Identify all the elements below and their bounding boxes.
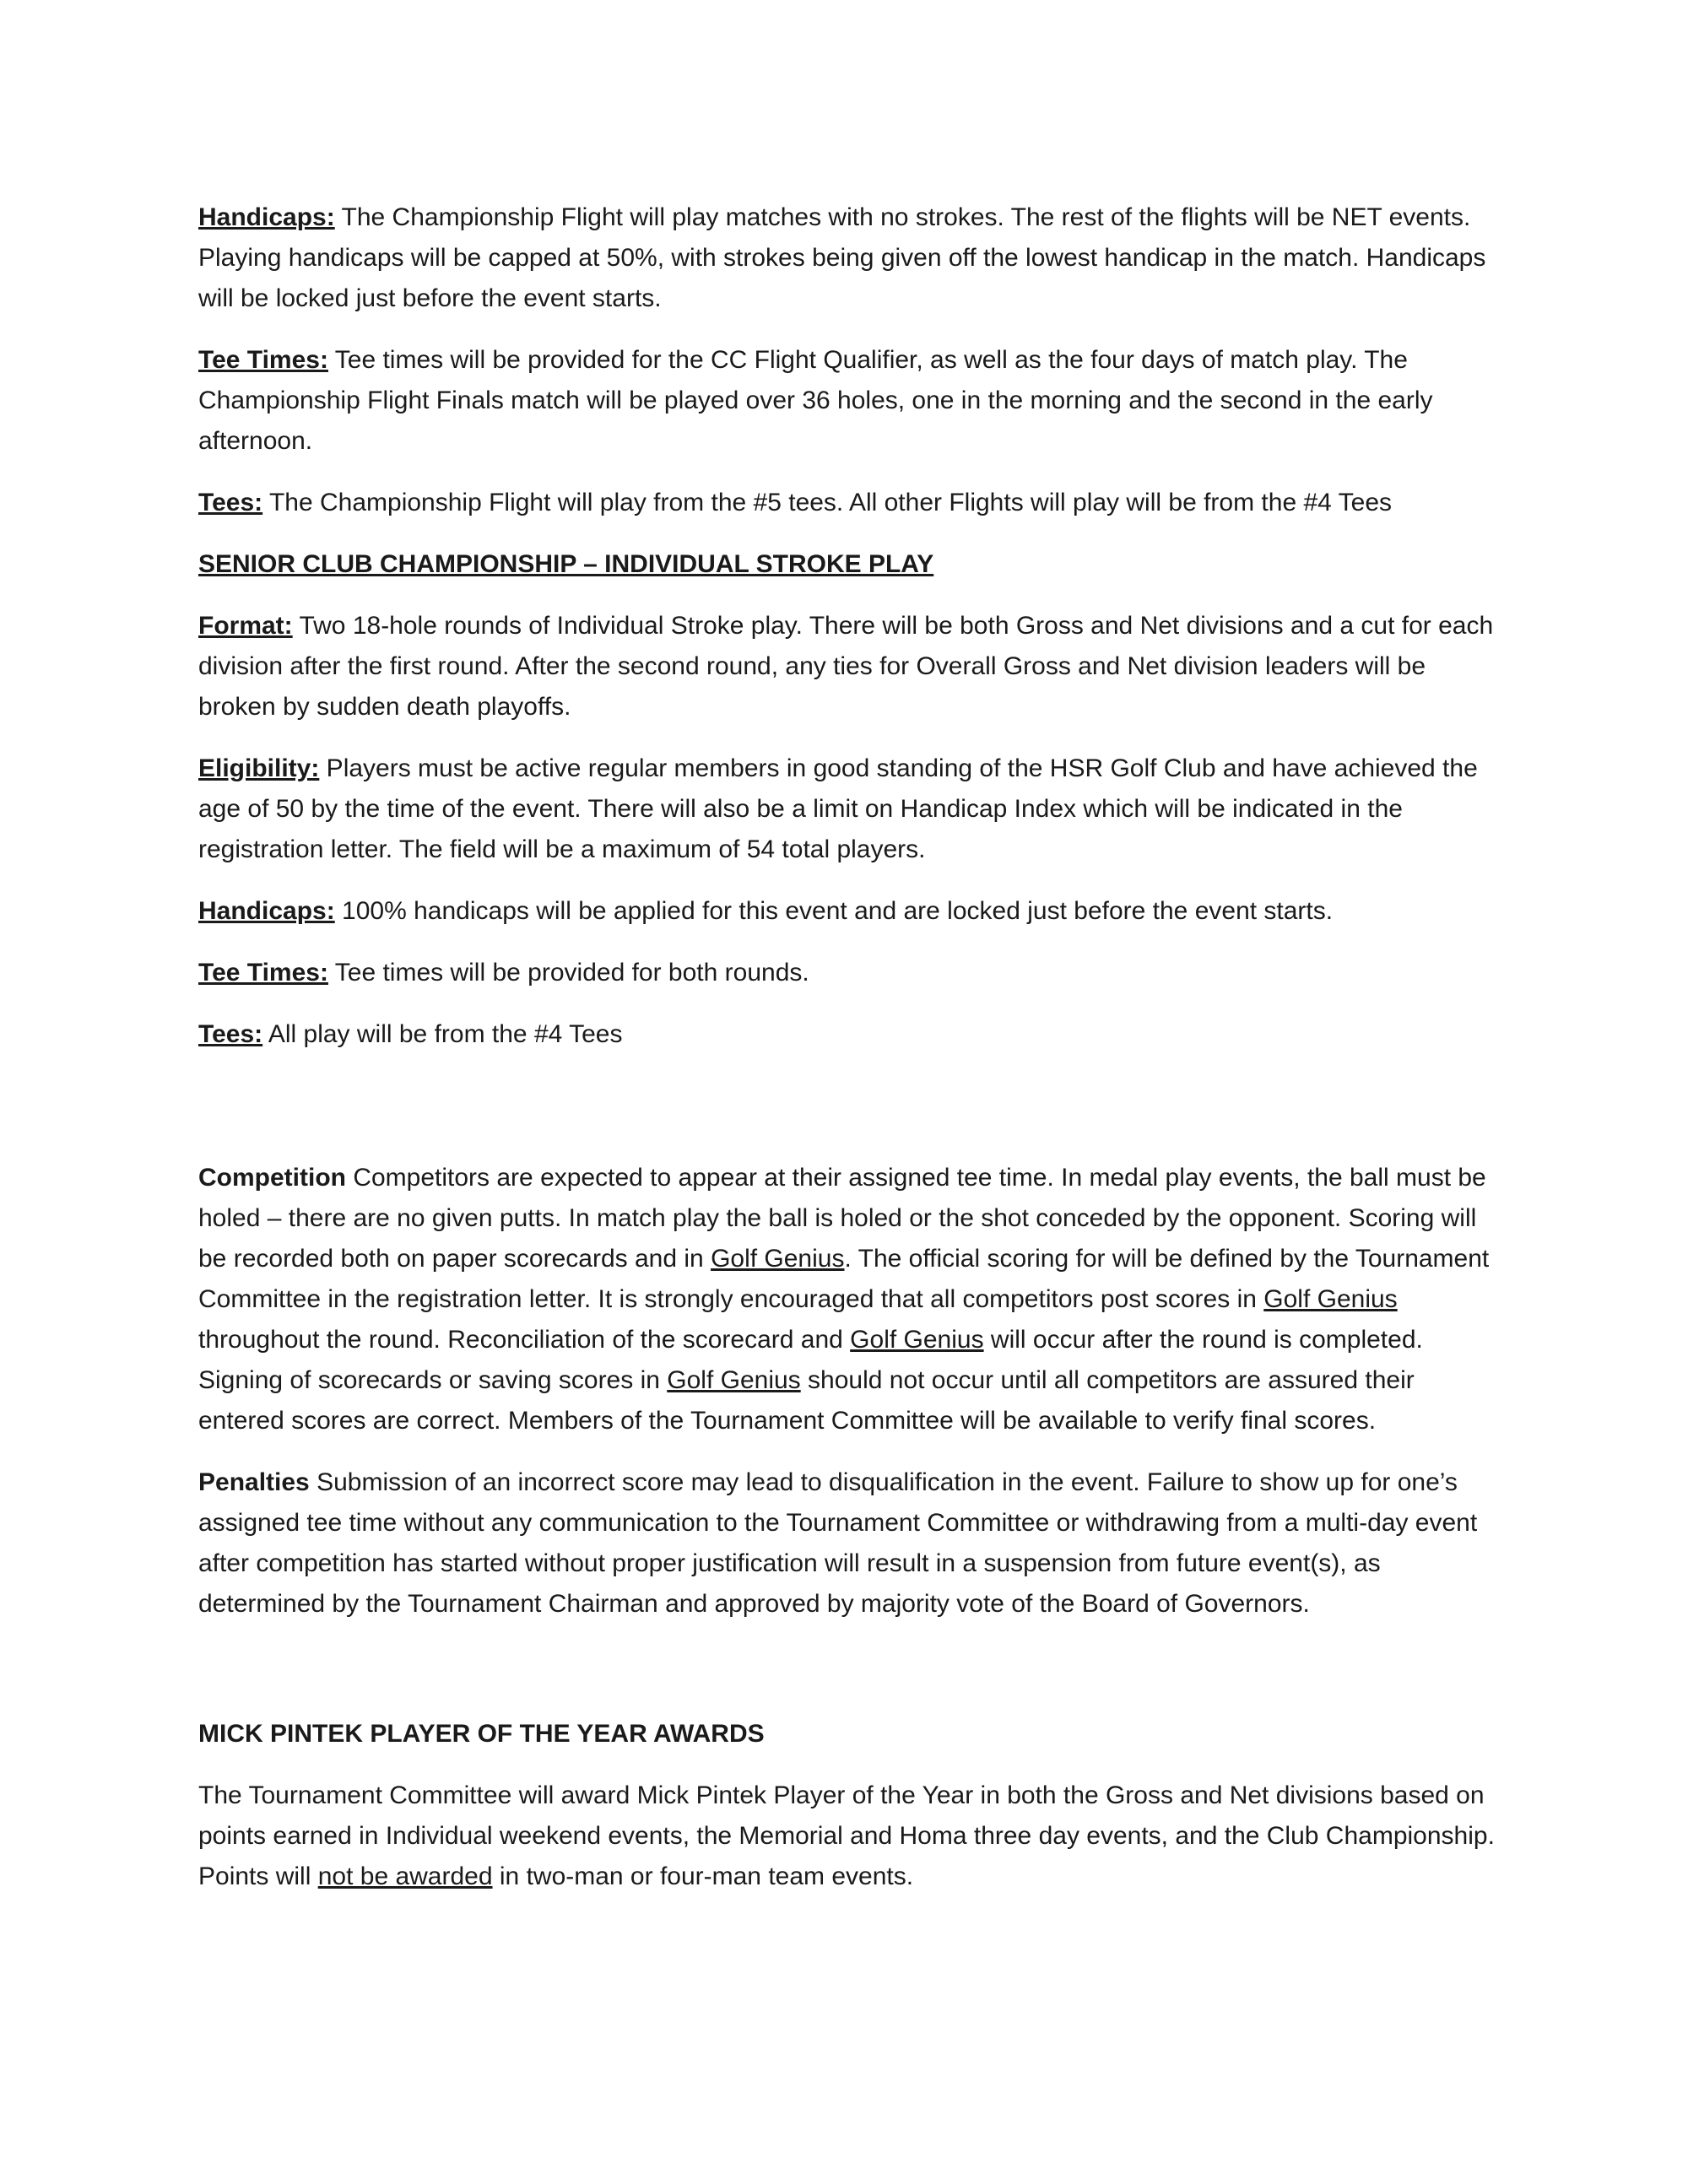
- senior-tees-paragraph: [198, 1014, 1502, 1055]
- competition-text-4: will occur after the round is completed. Signing of scorecards or saving scores in: [198, 1326, 1423, 1394]
- match-tees-paragraph: [198, 483, 1502, 523]
- competition-label: Competition: [198, 1164, 346, 1192]
- match-handicaps-label: Handicaps:: [198, 203, 335, 231]
- match-handicaps-text: The Championship Flight will play matches with no strokes. The rest of the flights will be NET events. Playing handicaps will be capped at 50%, with strokes being given off the lowest handicap in the match. Handicaps will be locked just before the event starts.: [198, 203, 1486, 312]
- player-of-year-text-2: in two-man or four-man team events.: [492, 1862, 914, 1890]
- document-page: [198, 197, 1502, 1897]
- senior-tees-label: Tees:: [198, 1020, 263, 1048]
- competition-text-3: throughout the round. Reconciliation of the scorecard and: [198, 1326, 851, 1354]
- senior-tee-times-text: Tee times will be provided for both rounds.: [327, 959, 809, 987]
- senior-tee-times-label: Tee Times:: [198, 959, 328, 987]
- match-tees-text: The Championship Flight will play from the #5 tees. All other Flights will play will be from the #4 Tees: [262, 489, 1392, 516]
- player-of-year-heading: MICK PINTEK PLAYER OF THE YEAR AWARDS: [198, 1720, 765, 1748]
- match-handicaps-paragraph: [198, 197, 1502, 319]
- senior-format-paragraph: [198, 606, 1502, 727]
- senior-championship-heading: SENIOR CLUB CHAMPIONSHIP – INDIVIDUAL STROKE PLAY: [198, 550, 934, 578]
- senior-tee-times-paragraph: [198, 953, 1502, 993]
- not-awarded-emphasis: not be awarded: [317, 1862, 493, 1890]
- penalties-paragraph: [198, 1462, 1502, 1624]
- golf-genius-link[interactable]: Golf Genius: [667, 1366, 801, 1394]
- competition-text-2: . The official scoring for will be defined by the Tournament Committee in the registration letter. It is strongly encouraged that all competitors post scores in: [198, 1245, 1490, 1313]
- senior-handicaps-text: 100% handicaps will be applied for this event and are locked just before the event starts.: [334, 897, 1334, 925]
- match-tees-label: Tees:: [198, 489, 263, 516]
- match-tee-times-text: Tee times will be provided for the CC Flight Qualifier, as well as the four days of match play. The Championship Flight Finals match will be played over 36 holes, one in the morning and the second in the early afternoon.: [198, 346, 1433, 455]
- penalties-label: Penalties: [198, 1468, 310, 1496]
- player-of-year-paragraph: [198, 1776, 1502, 1897]
- senior-eligibility-paragraph: [198, 749, 1502, 870]
- player-of-year-text-1: The Tournament Committee will award Mick Pintek Player of the Year in both the Gross and Net divisions based on points earned in Individual weekend events, the Memorial and Homa three day events, and the Club Championship. Points will: [198, 1781, 1495, 1890]
- match-tee-times-label: Tee Times:: [198, 346, 328, 374]
- golf-genius-link[interactable]: Golf Genius: [1263, 1285, 1398, 1313]
- competition-text-1: Competitors are expected to appear at their assigned tee time. In medal play events, the ball must be holed – there are no given putts. In match play the ball is holed or the shot conceded by the opponent. Scoring will be recorded both on paper scorecards and in: [198, 1164, 1486, 1273]
- competition-text-5: should not occur until all competitors are assured their entered scores are correct. Members of the Tournament Committee will be available to verify final scores.: [198, 1366, 1415, 1435]
- golf-genius-link[interactable]: Golf Genius: [711, 1245, 845, 1273]
- senior-format-text: Two 18-hole rounds of Individual Stroke play. There will be both Gross and Net divisions and a cut for each division after the first round. After the second round, any ties for Overall Gross and Net division leaders will be broken by sudden death playoffs.: [198, 612, 1494, 721]
- senior-handicaps-paragraph: [198, 891, 1502, 932]
- penalties-text: Submission of an incorrect score may lead to disqualification in the event. Failure to show up for one’s assigned tee time without any communication to the Tournament Committee or withdrawing from a multi-day event after competition has started without proper justification will result in a suspension from future event(s), as determined by the Tournament Chairman and approved by majority vote of the Board of Governors.: [198, 1468, 1478, 1618]
- competition-paragraph: [198, 1158, 1502, 1441]
- senior-handicaps-label: Handicaps:: [198, 897, 335, 925]
- senior-eligibility-label: Eligibility:: [198, 754, 320, 782]
- senior-format-label: Format:: [198, 612, 293, 640]
- golf-genius-link[interactable]: Golf Genius: [850, 1326, 984, 1354]
- match-tee-times-paragraph: [198, 340, 1502, 462]
- senior-eligibility-text: Players must be active regular members in good standing of the HSR Golf Club and have achieved the age of 50 by the time of the event. There will also be a limit on Handicap Index which will be indicated in the registration letter. The field will be a maximum of 54 total players.: [198, 754, 1478, 863]
- senior-tees-text: All play will be from the #4 Tees: [262, 1020, 623, 1048]
